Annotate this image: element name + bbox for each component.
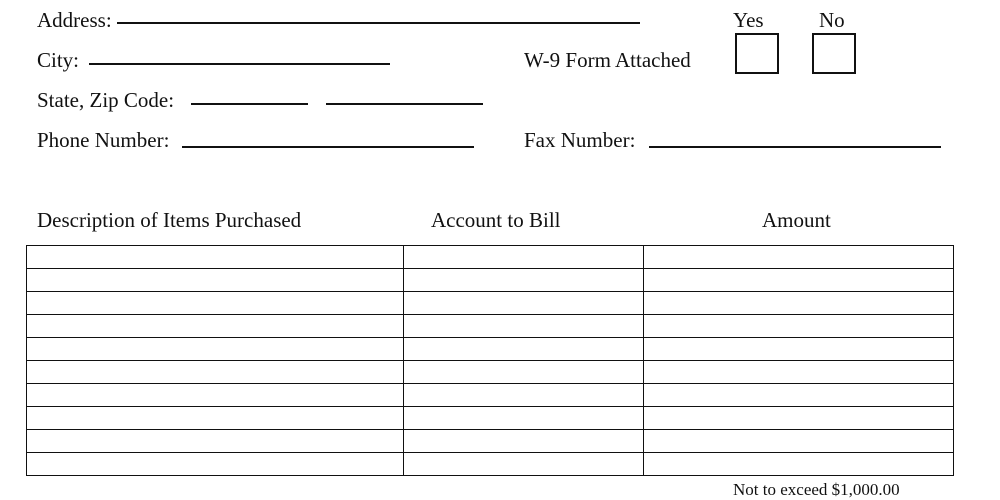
w9-yes-checkbox[interactable] — [735, 33, 779, 74]
table-row — [27, 384, 954, 407]
account-cell[interactable] — [404, 269, 644, 292]
amount-cell[interactable] — [644, 315, 954, 338]
amount-cell[interactable] — [644, 407, 954, 430]
description-cell[interactable] — [27, 407, 404, 430]
account-cell[interactable] — [404, 292, 644, 315]
state-field[interactable] — [191, 103, 308, 105]
phone-field[interactable] — [182, 146, 474, 148]
address-field[interactable] — [117, 22, 640, 24]
amount-cell[interactable] — [644, 246, 954, 269]
amount-cell[interactable] — [644, 338, 954, 361]
description-cell[interactable] — [27, 361, 404, 384]
account-cell[interactable] — [404, 407, 644, 430]
description-cell[interactable] — [27, 292, 404, 315]
account-cell[interactable] — [404, 361, 644, 384]
description-cell[interactable] — [27, 384, 404, 407]
phone-label: Phone Number: — [37, 128, 170, 152]
col-header-amount: Amount — [762, 208, 831, 232]
description-cell[interactable] — [27, 338, 404, 361]
table-row — [27, 430, 954, 453]
city-label: City: — [37, 48, 80, 72]
no-label: No — [819, 8, 845, 32]
account-cell[interactable] — [404, 246, 644, 269]
amount-cell[interactable] — [644, 361, 954, 384]
table-row — [27, 315, 954, 338]
w9-label: W-9 Form Attached — [524, 48, 691, 72]
account-cell[interactable] — [404, 453, 644, 476]
table-row — [27, 269, 954, 292]
w9-no-checkbox[interactable] — [812, 33, 856, 74]
table-row — [27, 361, 954, 384]
amount-cell[interactable] — [644, 453, 954, 476]
table-row — [27, 407, 954, 430]
account-cell[interactable] — [404, 315, 644, 338]
address-label: Address: — [37, 8, 112, 32]
account-cell[interactable] — [404, 384, 644, 407]
amount-cell[interactable] — [644, 430, 954, 453]
fax-label: Fax Number: — [524, 128, 636, 152]
description-cell[interactable] — [27, 453, 404, 476]
description-cell[interactable] — [27, 269, 404, 292]
col-header-description: Description of Items Purchased — [37, 208, 302, 232]
fax-field[interactable] — [649, 146, 941, 148]
yes-label: Yes — [733, 8, 764, 32]
table-row — [27, 453, 954, 476]
zip-field[interactable] — [326, 103, 483, 105]
table-row — [27, 246, 954, 269]
description-cell[interactable] — [27, 246, 404, 269]
table-row — [27, 292, 954, 315]
account-cell[interactable] — [404, 338, 644, 361]
table-row — [27, 338, 954, 361]
limit-note: Not to exceed $1,000.00 — [733, 480, 900, 499]
description-cell[interactable] — [27, 315, 404, 338]
description-cell[interactable] — [27, 430, 404, 453]
col-header-account: Account to Bill — [431, 208, 561, 232]
amount-cell[interactable] — [644, 292, 954, 315]
state-zip-label: State, Zip Code: — [37, 88, 175, 112]
amount-cell[interactable] — [644, 384, 954, 407]
city-field[interactable] — [89, 63, 390, 65]
account-cell[interactable] — [404, 430, 644, 453]
amount-cell[interactable] — [644, 269, 954, 292]
items-table — [26, 245, 954, 476]
